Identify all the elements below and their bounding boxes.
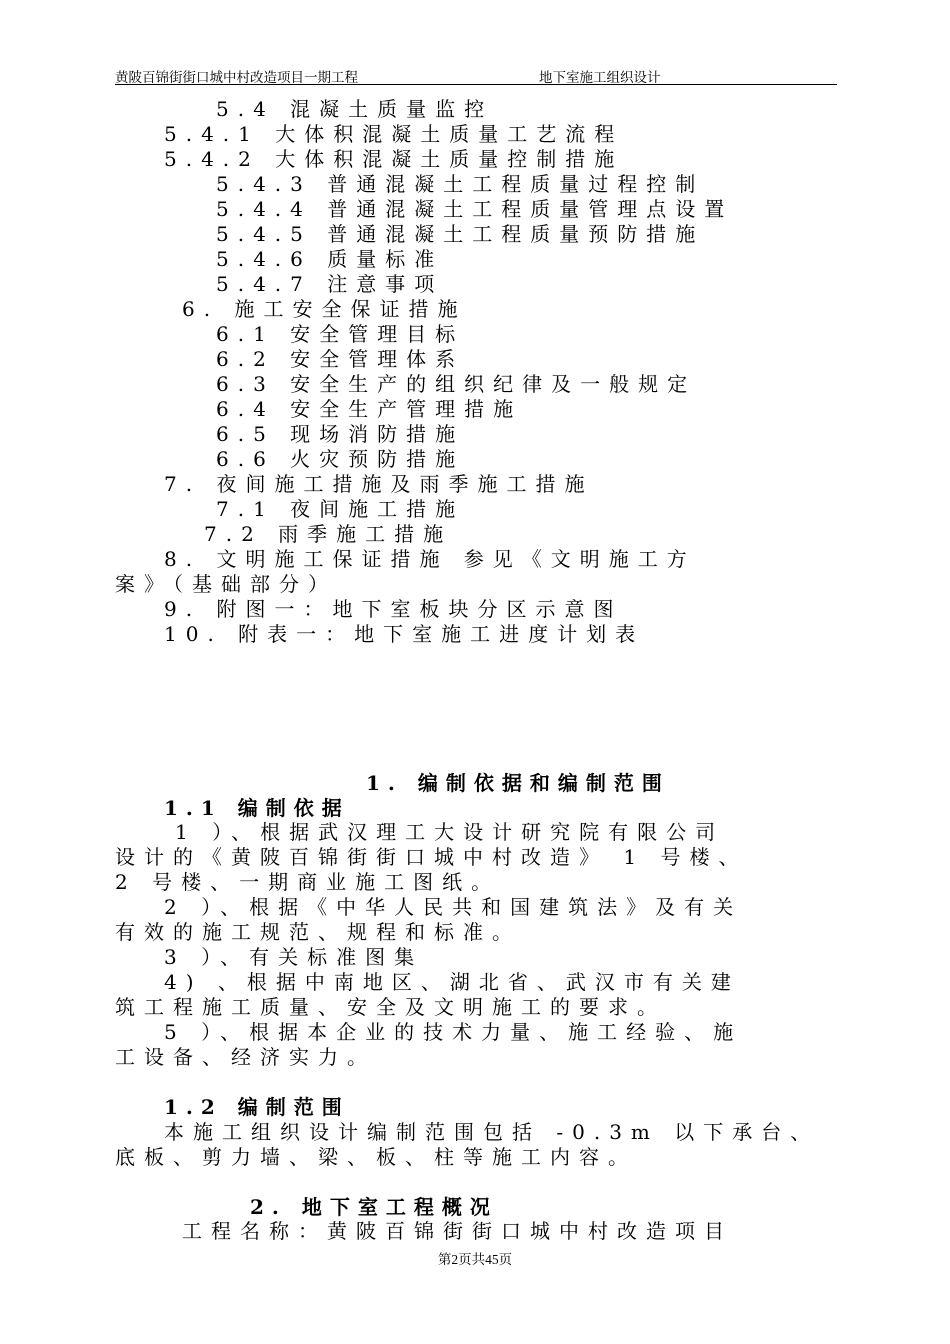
toc-item: 6.4 安全生产管理措施	[216, 397, 523, 421]
basis-line: 2 ）、根据《中华人民共和国建筑法》及有关	[164, 895, 743, 919]
toc-item: 案》（基础部分）	[115, 572, 337, 596]
toc-item: 7.1 夜间施工措施	[216, 497, 465, 521]
basis-line: 筑工程施工质量、安全及文明施工的要求。	[115, 995, 666, 1019]
basis-line: 3 ）、有关标准图集	[164, 945, 424, 969]
toc-item: 6.1 安全管理目标	[216, 322, 465, 346]
basis-line: 1 ）、根据武汉理工大设计研究院有限公司	[175, 820, 725, 844]
toc-item: 9. 附图一：地下室板块分区示意图	[164, 597, 623, 621]
toc-item: 5.4.5 普通混凝土工程质量预防措施	[216, 222, 705, 246]
scope-line: 本施工组织设计编制范围包括 -0.3m 以下承台、	[164, 1120, 820, 1144]
section-1-title: 1. 编制依据和编制范围	[366, 771, 670, 795]
toc-item: 6.3 安全生产的组织纪律及一般规定	[216, 372, 697, 396]
toc-item: 10. 附表一：地下室施工进度计划表	[164, 622, 645, 646]
toc-item: 5.4.1 大体积混凝土质量工艺流程	[164, 122, 624, 146]
toc-item: 6. 施工安全保证措施	[182, 297, 467, 321]
toc-item: 5.4.6 质量标准	[216, 247, 444, 271]
toc-item: 6.5 现场消防措施	[216, 422, 465, 446]
header-project-name: 黄陂百锦街街口城中村改造项目一期工程	[115, 70, 358, 85]
toc-item: 8. 文明施工保证措施 参见《文明施工方	[164, 547, 696, 571]
header-document-title: 地下室施工组织设计	[539, 70, 661, 85]
section-1-1-title: 1.1 编制依据	[164, 796, 350, 820]
scope-line: 底板、剪力墙、梁、板、柱等施工内容。	[115, 1145, 637, 1169]
basis-line: 4) 、根据中南地区、湖北省、武汉市有关建	[164, 970, 740, 994]
toc-item: 6.6 火灾预防措施	[216, 447, 465, 471]
toc-item: 5.4.2 大体积混凝土质量控制措施	[164, 147, 624, 171]
page-header	[115, 64, 837, 85]
overview-line: 工程名称：黄陂百锦街街口城中村改造项目	[182, 1219, 733, 1243]
toc-item: 5.4 混凝土质量监控	[216, 97, 494, 121]
basis-line: 设计的《黄陂百锦街街口城中村改造》 1 号楼、	[115, 845, 748, 869]
section-1-2-title: 1.2 编制范围	[164, 1095, 350, 1119]
page-footer: 第2页共45页	[437, 1252, 513, 1267]
basis-line: 有效的施工规范、规程和标准。	[115, 920, 521, 944]
basis-line: 5 ）、根据本企业的技术力量、施工经验、施	[164, 1020, 743, 1044]
toc-item: 5.4.3 普通混凝土工程质量过程控制	[216, 172, 705, 196]
basis-line: 工设备、经济实力。	[115, 1045, 376, 1069]
toc-item: 7. 夜间施工措施及雨季施工措施	[164, 472, 594, 496]
section-2-title: 2. 地下室工程概况	[250, 1195, 498, 1219]
toc-item: 7.2 雨季施工措施	[204, 522, 453, 546]
toc-item: 6.2 安全管理体系	[216, 347, 465, 371]
toc-item: 5.4.7 注意事项	[216, 272, 444, 296]
basis-line: 2 号楼、一期商业施工图纸。	[115, 870, 501, 894]
toc-item: 5.4.4 普通混凝土工程质量管理点设置	[216, 197, 734, 221]
